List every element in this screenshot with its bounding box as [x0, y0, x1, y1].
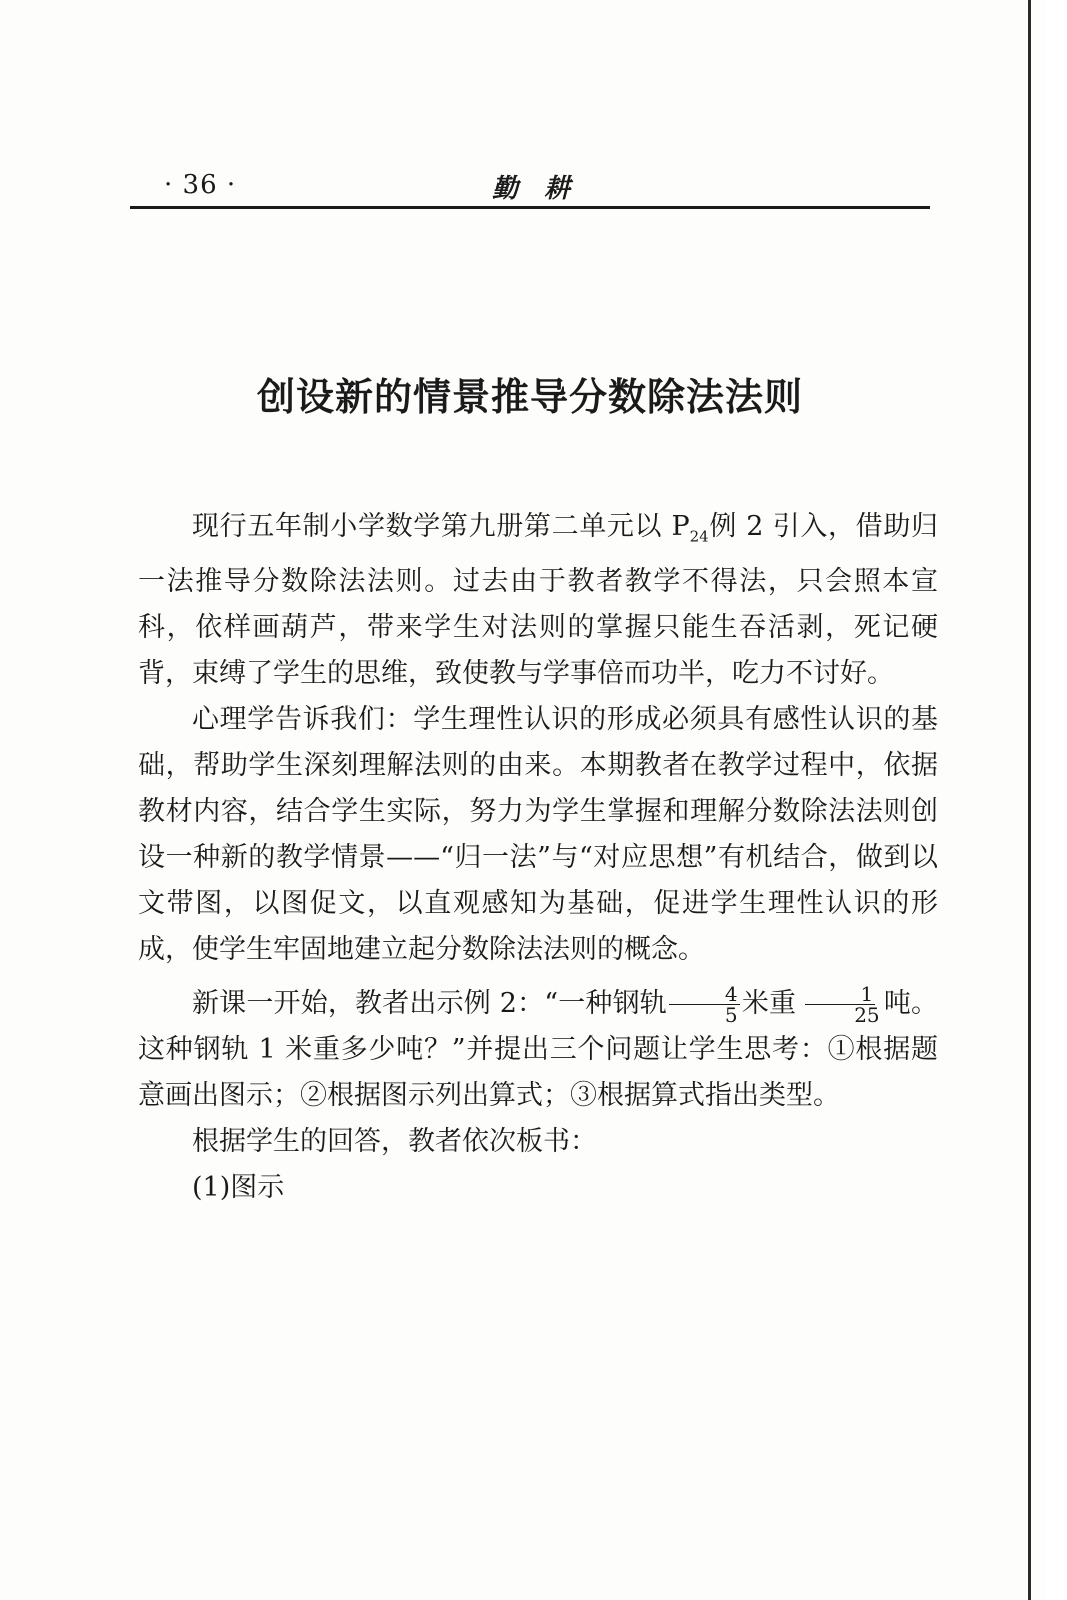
fraction-numerator: 1 — [805, 984, 876, 1005]
fraction-numerator: 4 — [669, 984, 740, 1005]
fraction-four-fifths — [669, 982, 740, 1028]
paragraph-5: (1)图示 — [192, 1172, 285, 1204]
fraction-denominator: 25 — [854, 1003, 880, 1028]
running-title: 勤耕 — [492, 174, 597, 204]
page-number: · 36 · — [164, 170, 237, 200]
paragraph-3-text-c: 吨。这种钢轨 1 米重多少吨？”并提出三个问题让学生思考：①根据题意画出图示；②根据图示列出算式；③根据算式指出类型。 — [138, 988, 938, 1112]
header-rule — [130, 206, 930, 209]
article-title: 创设新的情景推导分数除法法则 — [256, 375, 803, 419]
paragraph-3-text-b: 米重 — [741, 988, 797, 1020]
paragraph-4: 根据学生的回答，教者依次板书： — [192, 1126, 597, 1158]
page-margin — [1046, 0, 1067, 1600]
paragraph-3-text-a: 新课一开始，教者出示例 2：“一种钢轨 — [192, 988, 667, 1020]
paragraph-3 — [138, 981, 938, 1119]
paragraph-1 — [138, 504, 938, 697]
paragraph-1-text-b: 例 2 引入，借助归一法推导分数除法法则。过去由于教者教学不得法，只会照本宣科，依样画葫芦，带来学生对法则的掌握只能生吞活剥，死记硬背，束缚了学生的思维，致使教与学事倍而功半，吃力不讨好。 — [138, 511, 938, 690]
paragraph-gap — [138, 973, 938, 981]
fraction-one-twentyfifth — [798, 982, 881, 1028]
paragraph-2: 心理学告诉我们：学生理性认识的形成必须具有感性认识的基础，帮助学生深刻理解法则的由来。本期教者在教学过程中，依据教材内容，结合学生实际，努力为学生掌握和理解分数除法法则创设一种新的教学情景——“归一法”与“对应思想”有机结合，做到以文带图，以图促文，以直观感知为基础，促进学生理性认识的形成，使学生牢固地建立起分数除法法则的概念。 — [138, 704, 938, 966]
fraction-denominator: 5 — [724, 1003, 738, 1028]
page-header — [130, 166, 930, 206]
paragraph-1-text-a: 现行五年制小学数学第九册第二单元以 P — [192, 511, 690, 542]
article-body — [138, 504, 938, 1211]
page-reference-subscript: 24 — [689, 527, 709, 546]
page-edge-line — [1028, 0, 1031, 1600]
